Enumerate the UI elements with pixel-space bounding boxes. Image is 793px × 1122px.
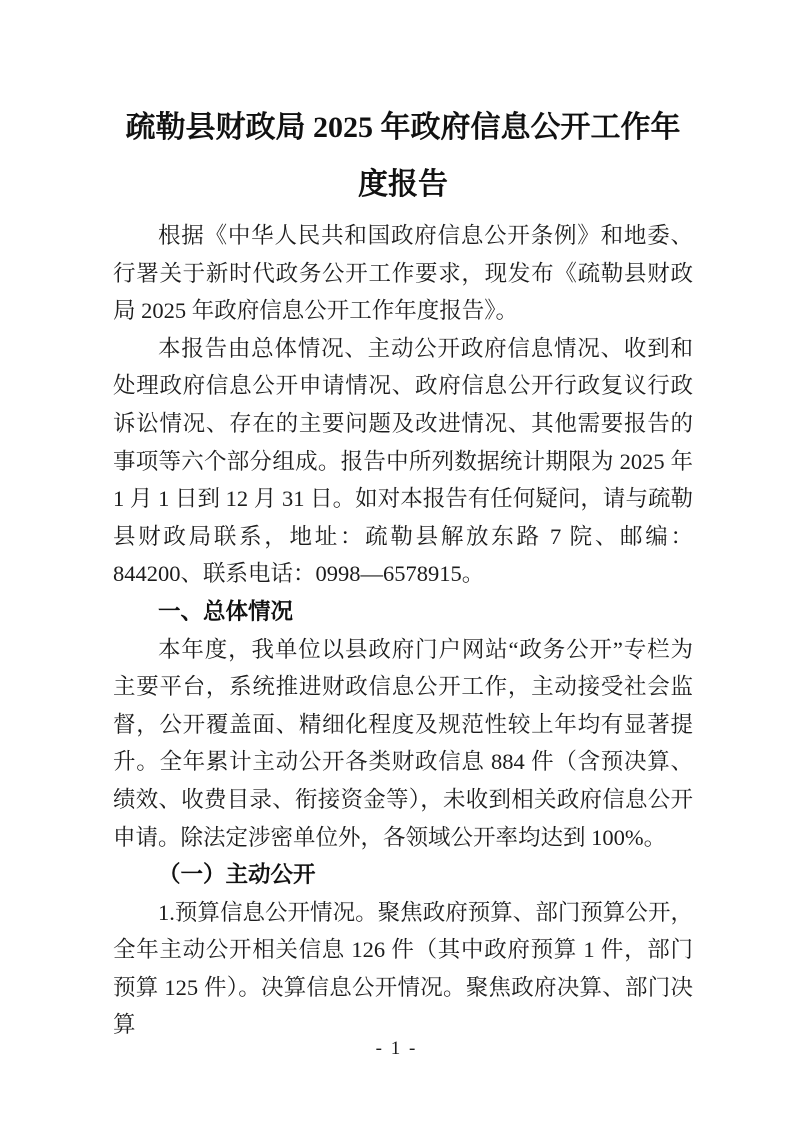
paragraph-overall-situation: 本年度，我单位以县政府门户网站“政务公开”专栏为主要平台，系统推进财政信息公开工作，主动接受社会监督，公开覆盖面、精细化程度及规范性较上年均有显著提升。全年累计主动公开各类财政信息 884 件（含预决算、绩效、收费目录、衔接资金等），未收到相关政府信息公开申请。除法定涉密单位外，各领域公开率均达到 100%。 [113,636,693,850]
paragraph-proactive-disclosure: 1.预算信息公开情况。聚焦政府预算、部门预算公开，全年主动公开相关信息 126 件（其中政府预算 1 件，部门预算 125 件）。决算信息公开情况。聚焦政府决算、部门决算 [113,899,693,1038]
paragraph-report-composition: 本报告由总体情况、主动公开政府信息情况、收到和处理政府信息公开申请情况、政府信息公开行政复议行政诉讼情况、存在的主要问题及改进情况、其他需要报告的事项等六个部分组成。报告中所列数据统计期限为 2025 年 1 月 1 日到 12 月 31 日。如对本报告有任何疑问，请与疏勒县财政局联系，地址：疏勒县解放东路 7 院、邮编：844200、联系电话：0998—6578915。 [113,335,693,587]
document-title: 疏勒县财政局 2025 年政府信息公开工作年度报告 [125,111,681,201]
subsection-heading-proactive-disclosure: （一）主动公开 [158,862,316,888]
paragraph-intro: 根据《中华人民共和国政府信息公开条例》和地委、行署关于新时代政务公开工作要求，现发布《疏勒县财政局 2025 年政府信息公开工作年度报告》。 [113,223,693,324]
page-number: - 1 - [375,1038,418,1059]
document-body [113,217,693,1044]
section-heading-overall-situation: 一、总体情况 [158,598,294,624]
